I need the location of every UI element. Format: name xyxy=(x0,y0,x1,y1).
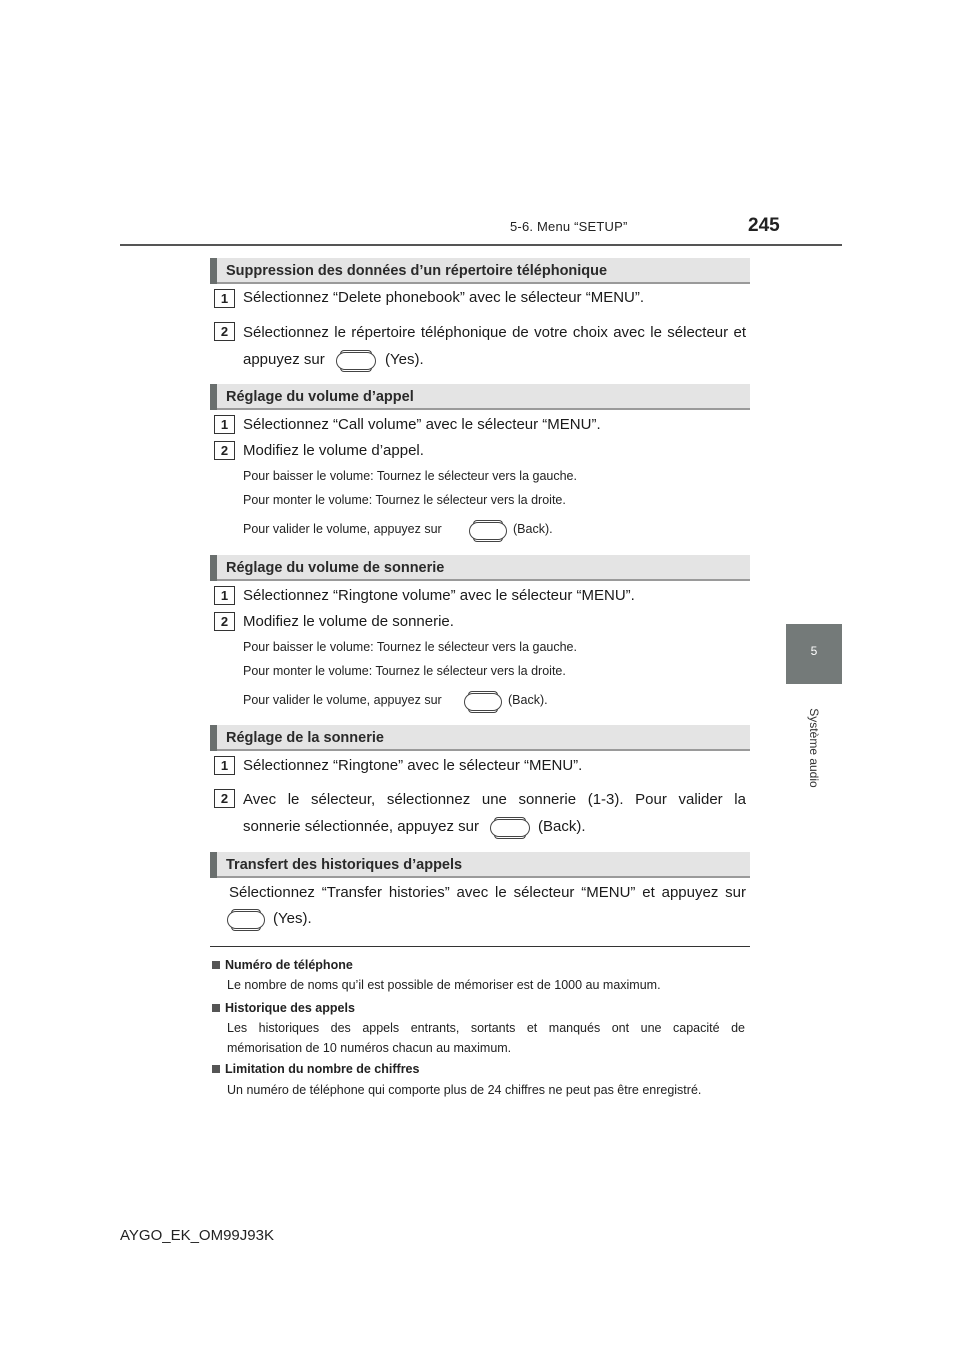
notes-divider xyxy=(210,946,750,947)
step-text: Sélectionnez “Transfer histories” avec le sélecteur “MENU” et appuyez sur xyxy=(229,884,746,901)
step-text: sonnerie sélectionnée, appuyez sur xyxy=(243,818,479,835)
back-button-icon xyxy=(490,819,530,837)
section-title: Réglage du volume de sonnerie xyxy=(226,560,445,576)
section-title: Réglage de la sonnerie xyxy=(226,730,384,746)
bullet-square-icon xyxy=(212,1004,220,1012)
page-number: 245 xyxy=(748,215,780,236)
header-divider xyxy=(120,244,842,246)
step-number: 2 xyxy=(214,789,235,808)
step-text: Modifiez le volume de sonnerie. xyxy=(243,613,454,630)
yes-button-icon xyxy=(227,911,265,929)
step-number: 2 xyxy=(214,612,235,631)
step-number: 2 xyxy=(214,441,235,460)
document-code: AYGO_EK_OM99J93K xyxy=(120,1227,274,1244)
detail-text: Pour baisser le volume: Tournez le sélecteur vers la gauche. xyxy=(243,640,577,654)
yes-button-icon xyxy=(336,352,376,370)
step-number: 1 xyxy=(214,415,235,434)
section-header-ringtone-volume xyxy=(210,555,750,581)
section-title: Suppression des données d’un répertoire téléphonique xyxy=(226,263,608,279)
detail-text: Pour valider le volume, appuyez sur xyxy=(243,693,442,707)
step-text: appuyez sur xyxy=(243,351,325,368)
section-header-delete-phonebook xyxy=(210,258,750,284)
note-text: Un numéro de téléphone qui comporte plus de 24 chiffres ne peut pas être enregistré. xyxy=(227,1083,702,1097)
step-text: (Yes). xyxy=(385,351,424,368)
detail-text: Pour monter le volume: Tournez le sélecteur vers la droite. xyxy=(243,493,566,507)
step-text: Modifiez le volume d’appel. xyxy=(243,442,424,459)
note-text: Le nombre de noms qu’il est possible de mémoriser est de 1000 au maximum. xyxy=(227,978,661,992)
chapter-number: 5 xyxy=(810,644,818,658)
back-button-icon xyxy=(469,522,507,540)
step-text: Sélectionnez “Ringtone” avec le sélecteur “MENU”. xyxy=(243,757,583,774)
step-text: (Back). xyxy=(538,818,586,835)
note-heading: Numéro de téléphone xyxy=(212,958,353,972)
step-text: Sélectionnez le répertoire téléphonique de votre choix avec le sélecteur et xyxy=(243,324,746,341)
step-number: 1 xyxy=(214,756,235,775)
step-number: 1 xyxy=(214,586,235,605)
section-header-transfer-histories xyxy=(210,852,750,878)
detail-text: (Back). xyxy=(513,522,553,536)
bullet-square-icon xyxy=(212,1065,220,1073)
note-text: Les historiques des appels entrants, sortants et manqués ont une capacité de xyxy=(227,1021,745,1035)
detail-text: Pour monter le volume: Tournez le sélecteur vers la droite. xyxy=(243,664,566,678)
chapter-tab xyxy=(786,624,842,684)
section-header-call-volume xyxy=(210,384,750,410)
step-text: Sélectionnez “Call volume” avec le sélecteur “MENU”. xyxy=(243,416,601,433)
detail-text: Pour baisser le volume: Tournez le sélecteur vers la gauche. xyxy=(243,469,577,483)
section-title: Transfert des historiques d’appels xyxy=(226,857,463,873)
chapter-title-container xyxy=(764,698,864,798)
step-text: Sélectionnez “Delete phonebook” avec le sélecteur “MENU”. xyxy=(243,289,645,306)
bullet-square-icon xyxy=(212,961,220,969)
back-button-icon xyxy=(464,693,502,711)
step-number: 2 xyxy=(214,322,235,341)
step-text: Avec le sélecteur, sélectionnez une sonnerie (1-3). Pour valider la xyxy=(243,791,746,808)
detail-text: Pour valider le volume, appuyez sur xyxy=(243,522,442,536)
chapter-title: Système audio xyxy=(807,708,821,788)
section-header-ringtone xyxy=(210,725,750,751)
note-heading: Historique des appels xyxy=(212,1001,355,1015)
header-section-title: 5-6. Menu “SETUP” xyxy=(510,219,628,234)
detail-text: (Back). xyxy=(508,693,548,707)
section-title: Réglage du volume d’appel xyxy=(226,389,414,405)
step-text: (Yes). xyxy=(273,910,312,927)
step-text: Sélectionnez “Ringtone volume” avec le sélecteur “MENU”. xyxy=(243,587,635,604)
step-number: 1 xyxy=(214,289,235,308)
note-heading: Limitation du nombre de chiffres xyxy=(212,1062,419,1076)
note-text: mémorisation de 10 numéros chacun au maximum. xyxy=(227,1041,512,1055)
